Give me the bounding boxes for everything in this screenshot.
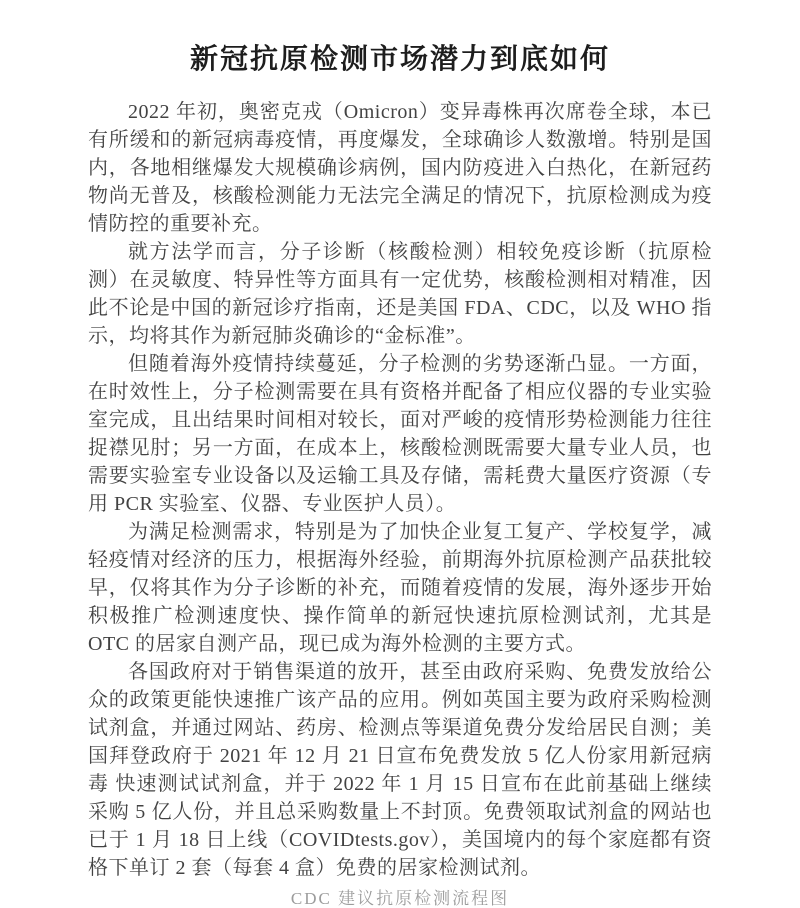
paragraph-methodology: 就方法学而言，分子诊断（核酸检测）相较免疫诊断（抗原检测）在灵敏度、特异性等方面具有一定优势，核酸检测相对精准，因此不论是中国的新冠诊疗指南，还是美国 FDA、CDC，以及 WHO 指示，均将其作为新冠肺炎确诊的“金标准”。	[88, 241, 712, 347]
page-title: 新冠抗原检测市场潜力到底如何	[189, 43, 610, 74]
paragraph-overseas-demand: 为满足检测需求，特别是为了加快企业复工复产、学校复学，减轻疫情对经济的压力，根据海外经验，前期海外抗原检测产品获批较早，仅将其作为分子诊断的补充，而随着疫情的发展，海外逐步开始积极推广检测速度快、操作简单的新冠快速抗原检测试剂，尤其是 OTC 的居家自测产品，现已成为海外检测的主要方式。	[88, 521, 712, 655]
paragraph-intro-outbreak: 2022 年初，奥密克戎（Omicron）变异毒株再次席卷全球，本已有所缓和的新冠病毒疫情，再度爆发，全球确诊人数激增。特别是国内，各地相继爆发大规模确诊病例，国内防疫进入白热化，在新冠药物尚无普及，核酸检测能力无法完全满足的情况下，抗原检测成为疫情防控的重要补充。	[88, 101, 712, 235]
paragraph-molecular-drawbacks: 但随着海外疫情持续蔓延，分子检测的劣势逐渐凸显。一方面，在时效性上，分子检测需要在具有资格并配备了相应仪器的专业实验室完成，且出结果时间相对较长，面对严峻的疫情形势检测能力往往捉襟见肘；另一方面，在成本上，核酸检测既需要大量专业人员，也需要实验室专业设备以及运输工具及存储，需耗费大量医疗资源（专用 PCR 实验室、仪器、专业医护人员）。	[88, 353, 712, 515]
figure-caption: CDC 建议抗原检测流程图	[290, 889, 510, 908]
paragraph-government-policies: 各国政府对于销售渠道的放开，甚至由政府采购、免费发放给公众的政策更能快速推广该产品的应用。例如英国主要为政府采购检测试剂盒，并通过网站、药房、检测点等渠道免费分发给居民自测；美国拜登政府于 2021 年 12 月 21 日宣布免费发放 5 亿人份家用新冠病毒 快速测试试剂盒，并于 2022 年 1 月 15 日宣布在此前基础上继续采购 5 亿人份，并且总采购数量上不封顶。免费领取试剂盒的网站也已于 1 月 18 日上线（COVIDtests.gov），美国境内的每个家庭都有资格下单订 2 套（每套 4 盒）免费的居家检测试剂。	[88, 661, 712, 879]
